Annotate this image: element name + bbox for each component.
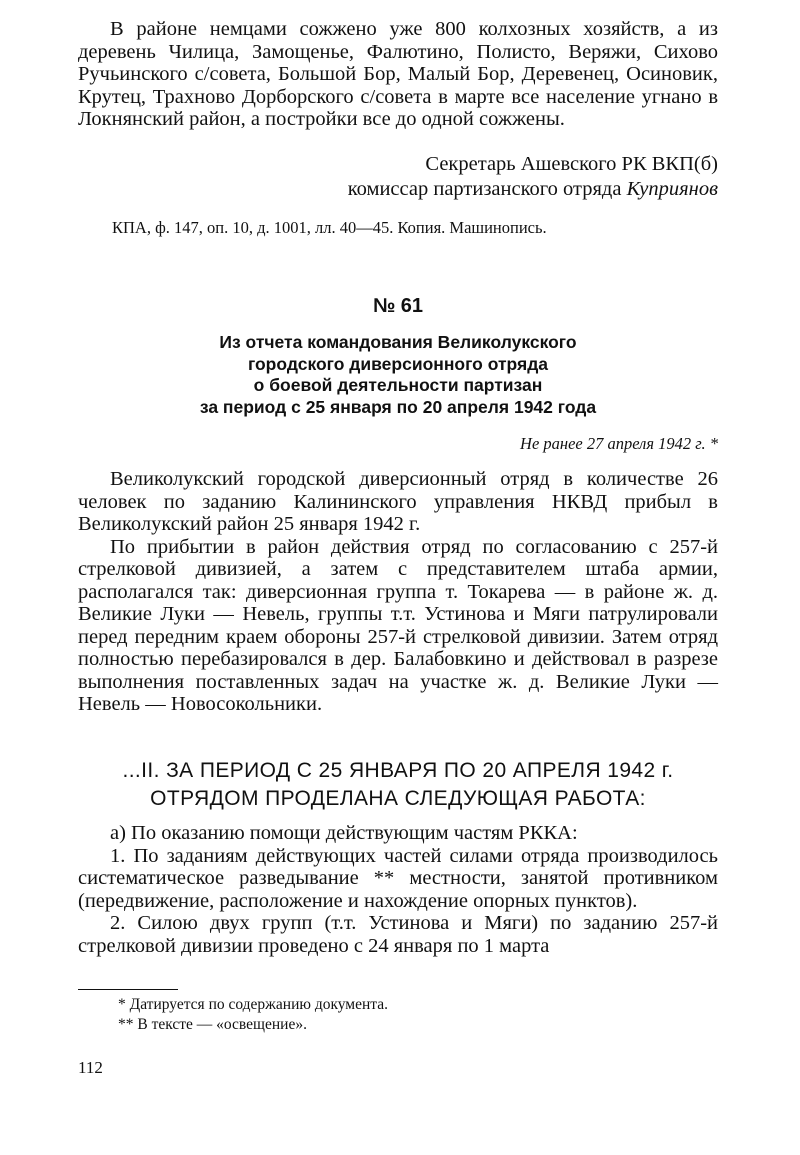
title-line: о боевой деятельности партизан [253,375,543,395]
signature-block [78,152,718,202]
archive-reference: КПА, ф. 147, оп. 10, д. 1001, лл. 40—45. Копия. Машинопись. [112,218,547,237]
section-heading [78,757,718,813]
document-number: № 61 [372,295,424,317]
title-line: Из отчета командования Великолукского [219,332,577,352]
top-paragraph: В районе немцами сожжено уже 800 колхозных хозяйств, а из деревень Чилица, Замощенье, Фалютино, Полисто, Веряжи, Сихово Ручьинского с/совета, Большой Бор, Малый Бор, Деревенец, Осиновик, Крутец, Трахново Дорборского с/совета в марте все население угнано в Локнянский район, а постройки все до одной сожжены. [78,18,718,130]
title-line: городского диверсионного отряда [247,353,549,374]
footnote-divider [78,989,178,990]
section-paragraph: 2. Силою двух групп (т.т. Устинова и Мяги) по заданию 257-й стрелковой дивизии проведено с 24 января по 1 марта [78,912,718,957]
section-heading-line-2: ОТРЯДОМ ПРОДЕЛАНА СЛЕДУЮЩАЯ РАБОТА: [150,787,646,810]
footnote-2: ** В тексте — «освещение». [118,1016,307,1033]
signature-title: комиссар партизанского отряда [347,178,622,200]
signature-line-2 [78,177,718,202]
document-dating: Не ранее 27 апреля 1942 г. * [520,434,718,453]
title-line: за период с 25 января по 20 апреля 1942 года [199,396,597,417]
footnote-1: * Датируется по содержанию документа. [118,996,389,1013]
body-text [78,468,718,716]
section-paragraph: 1. По заданиям действующих частей силами отряда производилось систематическое разведывание ** местности, занятой противником (передвижение, расположение и нахождение опорных пунктов). [78,844,718,912]
body-paragraph: Великолукский городской диверсионный отряд в количестве 26 человек по заданию Калининского управления НКВД прибыл в Великолукский район 25 января 1942 г. [78,468,718,535]
section-paragraph: а) По оказанию помощи действующим частям РККА: [110,822,578,844]
signature-name: Куприянов [626,178,718,200]
top-text-block [78,18,718,131]
dating-block [78,434,718,454]
body-paragraph: По прибытии в район действия отряд по согласованию с 257-й стрелковой дивизией, а затем с представителем штаба армии, располагался так: диверсионная группа т. Токарева — в районе ж. д. Великие Луки — Невель, группы т.т. Устинова и Мяги патрулировали перед передним краем обороны 257-й стрелковой дивизии. Затем отряд полностью перебазировался в дер. Балабовкино и действовал в разрезе выполнения поставленных задач на участке ж. д. Великие Луки — Невель — Новосокольники. [78,535,718,715]
section-body [78,822,718,957]
section-heading-line-1: ...II. ЗА ПЕРИОД С 25 ЯНВАРЯ ПО 20 АПРЕЛЯ 1942 г. [122,759,674,782]
document-title [78,332,718,418]
document-number-block [78,295,718,318]
archive-block [78,218,718,238]
page-number: 112 [78,1058,103,1077]
signature-line-1: Секретарь Ашевского РК ВКП(б) [425,153,718,175]
